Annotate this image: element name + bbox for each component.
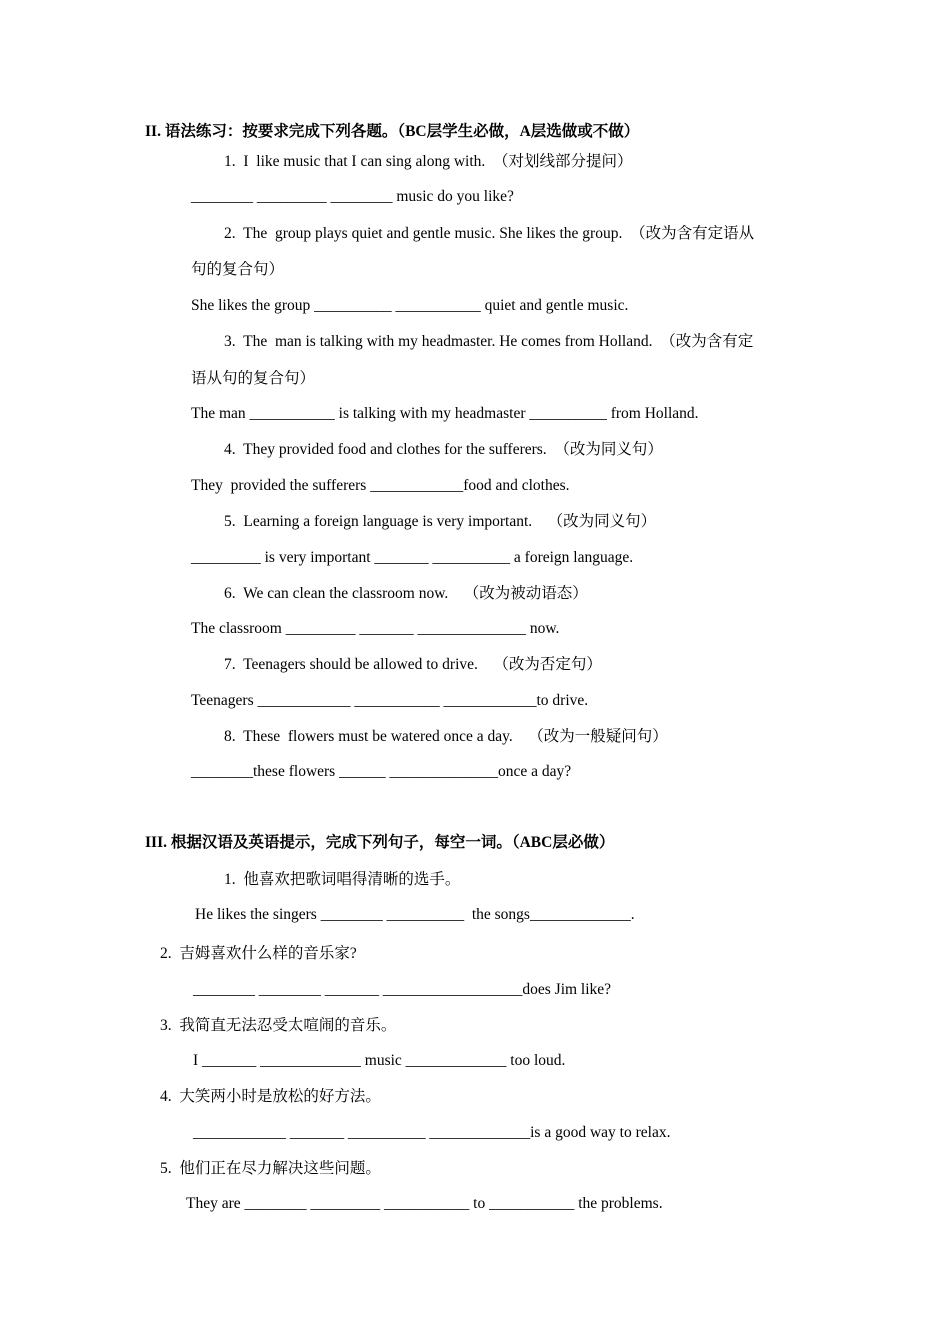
q3-2-prompt: 2. 吉姆喜欢什么样的音乐家? <box>160 945 357 962</box>
q3-3-answer: I _______ _____________ music _____________ too loud. <box>193 1052 566 1069</box>
q3-3-prompt: 3. 我简直无法忍受太喧闹的音乐。 <box>160 1017 397 1034</box>
section-3-heading: III. 根据汉语及英语提示，完成下列句子，每空一词。（ABC层必做） <box>145 834 615 851</box>
q3-1-prompt: 1. 他喜欢把歌词唱得清晰的选手。 <box>224 871 461 888</box>
q2-6-prompt: 6. We can clean the classroom now. （改为被动语态） <box>224 585 588 602</box>
q2-5-prompt: 5. Learning a foreign language is very important. （改为同义句） <box>224 513 657 530</box>
q2-3-answer: The man ___________ is talking with my headmaster __________ from Holland. <box>191 405 699 422</box>
q2-8-answer: ________these flowers ______ ______________once a day? <box>191 763 572 780</box>
q3-5-answer: They are ________ _________ ___________ to ___________ the problems. <box>186 1195 663 1212</box>
q2-3-prompt-cont: 语从句的复合句） <box>191 370 316 387</box>
q2-8-prompt: 8. These flowers must be watered once a day. （改为一般疑问句） <box>224 728 668 745</box>
q2-6-answer: The classroom _________ _______ ______________ now. <box>191 620 560 637</box>
q2-2-prompt-cont: 句的复合句） <box>191 261 285 278</box>
q3-1-answer: He likes the singers ________ __________ the songs_____________. <box>195 906 635 923</box>
q2-4-answer: They provided the sufferers ____________food and clothes. <box>191 477 570 494</box>
q2-4-prompt: 4. They provided food and clothes for the sufferers. （改为同义句） <box>224 441 663 458</box>
q2-2-prompt: 2. The group plays quiet and gentle music. She likes the group. （改为含有定语从 <box>224 225 755 242</box>
q2-7-prompt: 7. Teenagers should be allowed to drive. （改为否定句） <box>224 656 602 673</box>
q3-2-answer: ________ ________ _______ __________________does Jim like? <box>193 981 612 998</box>
q2-1-answer: ________ _________ ________ music do you like? <box>191 188 514 205</box>
section-2-heading: II. 语法练习：按要求完成下列各题。（BC层学生必做，A层选做或不做） <box>145 123 640 140</box>
q3-5-prompt: 5. 他们正在尽力解决这些问题。 <box>160 1160 381 1177</box>
q2-5-answer: _________ is very important _______ __________ a foreign language. <box>191 549 634 566</box>
q2-2-answer: She likes the group __________ ___________ quiet and gentle music. <box>191 297 629 314</box>
q3-4-answer: ____________ _______ __________ _____________is a good way to relax. <box>193 1124 671 1141</box>
q2-7-answer: Teenagers ____________ ___________ ____________to drive. <box>191 692 589 709</box>
q3-4-prompt: 4. 大笑两小时是放松的好方法。 <box>160 1088 381 1105</box>
q2-3-prompt: 3. The man is talking with my headmaster. He comes from Holland. （改为含有定 <box>224 333 754 350</box>
q2-1-prompt: 1. I like music that I can sing along with. （对划线部分提问） <box>224 153 633 170</box>
